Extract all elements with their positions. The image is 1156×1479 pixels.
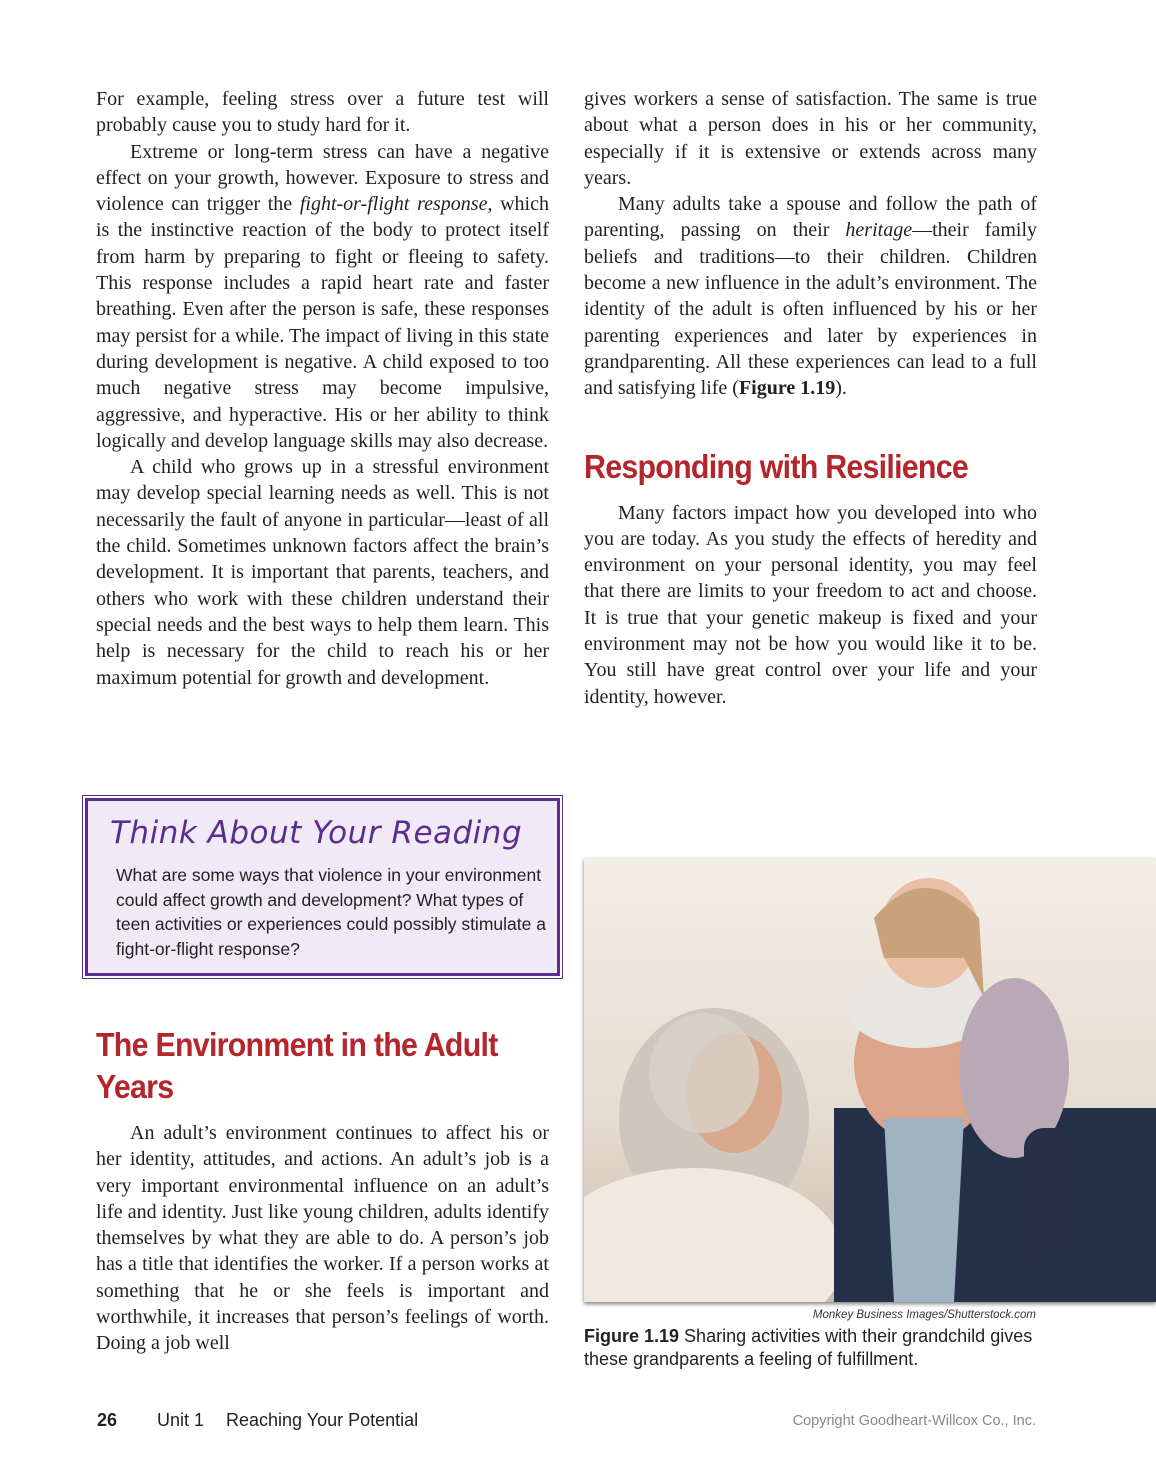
page-number: 26: [97, 1410, 118, 1430]
text: , which is the instinctive reaction of the body to protect itself from harm by preparing to fight or fleeing to safety. This response includes a rapid heart rate and faster breathing. Even after the person is safe, these responses may persist for a while. The impact of living in this state during development is negative. A child exposed to too much negative stress may become impulsive, aggressive, and hyperactive. His or her ability to think logically and develop language skills may also decrease.: [96, 193, 549, 452]
text: Many adults take a spouse and follow the path of parenting, passing on their: [584, 193, 1037, 242]
section-heading: Responding with Resilience: [584, 447, 969, 485]
term-heritage: heritage: [845, 219, 913, 242]
text: Extreme or long-term stress can have a negative effect on your growth, however. Exposure to stress and violence can trigger the: [96, 140, 549, 216]
paragraph: gives workers a sense of satisfaction. The same is true about what a person does in his or her community, especially if it is extensive or extends across many years.: [584, 88, 1037, 189]
unit-title: Reaching Your Potential: [226, 1410, 419, 1430]
paragraph: [96, 139, 549, 455]
text: —their family beliefs and traditions—to their children. Children become a new influence in the adult’s environment. The identity of the adult is often influenced by his or her parenting experiences and later by experiences in grandparenting. All these experiences can lead to a full and satisfying life (: [584, 219, 1037, 400]
section-heading: The Environment in the Adult Years: [96, 1026, 498, 1105]
figure-reference: Figure 1.19: [738, 377, 836, 400]
paragraph: An adult’s environment continues to affect his or her identity, attitudes, and actions. An adult’s job is a very important environmental influence on an adult’s life and identity. Just like young children, adults identify themselves by what they are able to do. A person’s job has a title that identifies the worker. If a person works at something that he or she feels is important and worthwhile, it increases that person’s feelings of worth. Doing a job well: [96, 1122, 549, 1355]
right-column: [584, 86, 1037, 710]
paragraph: A child who grows up in a stressful environment may develop special learning needs as well. This is not necessarily the fault of anyone in particular—least of all the child. Sometimes unknown factors affect the brain’s development. It is important that parents, teachers, and others who work with these children understand their special needs and the best ways to help them learn. This help is necessary for the child to reach his or her maximum potential for growth and development.: [96, 456, 549, 689]
left-column: [96, 86, 549, 691]
think-about-your-reading-box: [85, 798, 560, 976]
text: ).: [835, 377, 847, 400]
term-fight-or-flight: fight-or-flight response: [299, 193, 488, 216]
think-box-body: What are some ways that violence in your environment could affect growth and development? What types of teen activities or experiences could possibly stimulate a fight-or-flight response?: [116, 865, 546, 959]
adult-years-section: [96, 1024, 549, 1357]
figure-label: Figure 1.19: [584, 1326, 680, 1346]
figure-caption: [584, 1325, 1044, 1371]
copyright: Copyright Goodheart-Willcox Co., Inc.: [792, 1413, 1036, 1429]
photo-credit: Monkey Business Images/Shutterstock.com: [812, 1309, 1036, 1321]
caption-text: Sharing activities with their grandchild gives these grandparents a feeling of fulfillment.: [584, 1326, 1033, 1369]
paragraph: [584, 191, 1037, 401]
figure-photo-grandparents: [584, 858, 1156, 1302]
unit-label: Unit 1: [157, 1410, 205, 1430]
paragraph: Many factors impact how you developed into who you are today. As you study the effects of heredity and environment on your personal identity, you may feel that there are limits to your freedom to act and choose. It is true that your genetic makeup is fixed and your environment may not be how you would like it to be. You still have great control over your life and your identity, however.: [584, 501, 1037, 708]
paragraph: For example, feeling stress over a future test will probably cause you to study hard for it.: [96, 88, 549, 137]
think-box-title: Think About Your Reading: [110, 815, 523, 851]
